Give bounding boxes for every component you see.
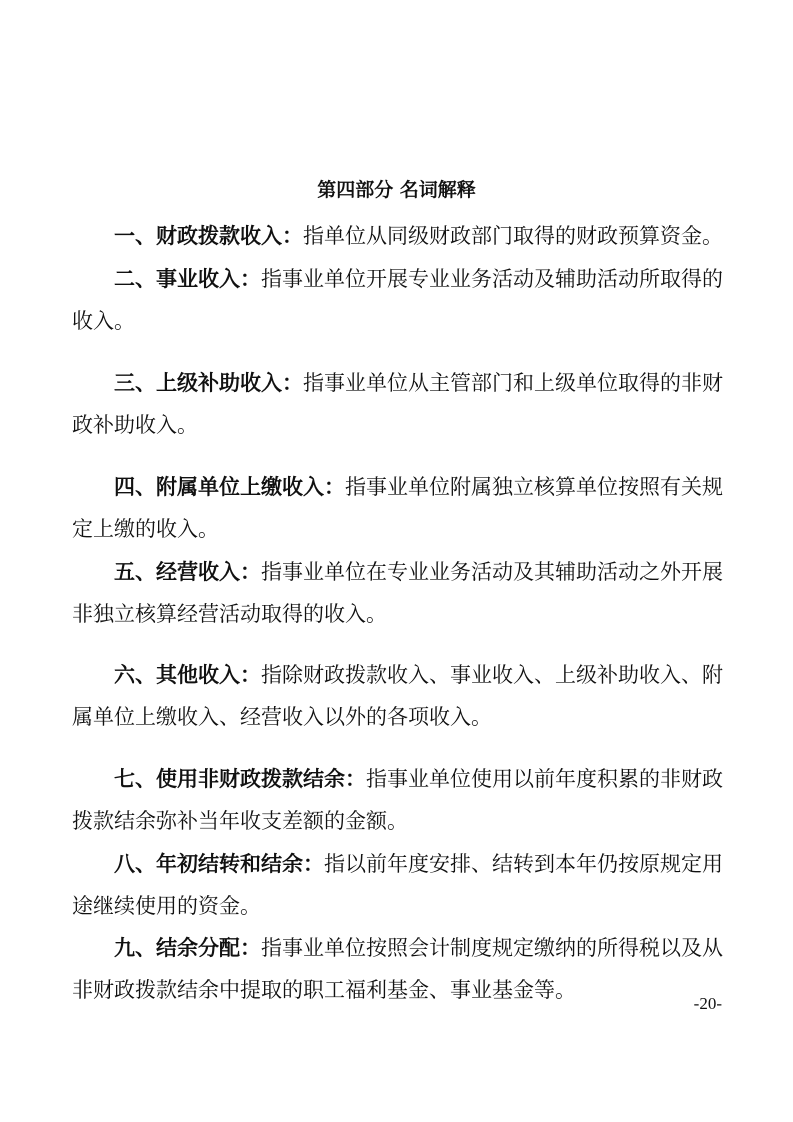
definition-item xyxy=(72,258,723,342)
term: 六、其他收入： xyxy=(114,662,261,687)
page-number: -20- xyxy=(693,994,722,1013)
term: 二、事业收入： xyxy=(114,266,261,291)
definition-item xyxy=(72,927,723,1011)
term: 五、经营收入： xyxy=(114,559,261,584)
definition: 指单位从同级财政部门取得的财政预算资金。 xyxy=(303,224,723,248)
definition: 指事业单位附属独立核算单位按照有关规定上缴的收入。 xyxy=(72,475,723,541)
definition-item xyxy=(72,466,723,550)
definition: 指事业单位在专业业务活动及其辅助活动之外开展非独立核算经营活动取得的收入。 xyxy=(72,560,723,626)
term: 一、财政拨款收入： xyxy=(114,223,303,248)
term: 八、年初结转和结余： xyxy=(114,851,324,876)
definition: 指事业单位开展专业业务活动及辅助活动所取得的收入。 xyxy=(72,267,723,333)
definition-item xyxy=(72,551,723,635)
definition-item xyxy=(72,215,723,257)
section-title: 第四部分 名词解释 xyxy=(317,179,476,201)
term: 三、上级补助收入： xyxy=(114,370,303,395)
definition: 指事业单位按照会计制度规定缴纳的所得税以及从非财政拨款结余中提取的职工福利基金、事业基金等。 xyxy=(72,936,723,1002)
definition-item xyxy=(72,843,723,927)
term: 九、结余分配： xyxy=(114,935,261,960)
definition: 指除财政拨款收入、事业收入、上级补助收入、附属单位上缴收入、经营收入以外的各项收入。 xyxy=(72,663,723,729)
definition-item xyxy=(72,362,723,446)
definition-item xyxy=(72,654,723,738)
term: 七、使用非财政拨款结余： xyxy=(114,766,366,791)
definition-item xyxy=(72,758,723,842)
definition: 指事业单位使用以前年度积累的非财政拨款结余弥补当年收支差额的金额。 xyxy=(72,767,723,833)
term: 四、附属单位上缴收入： xyxy=(114,474,345,499)
definition: 指以前年度安排、结转到本年仍按原规定用途继续使用的资金。 xyxy=(72,852,723,918)
definition: 指事业单位从主管部门和上级单位取得的非财政补助收入。 xyxy=(72,371,723,437)
